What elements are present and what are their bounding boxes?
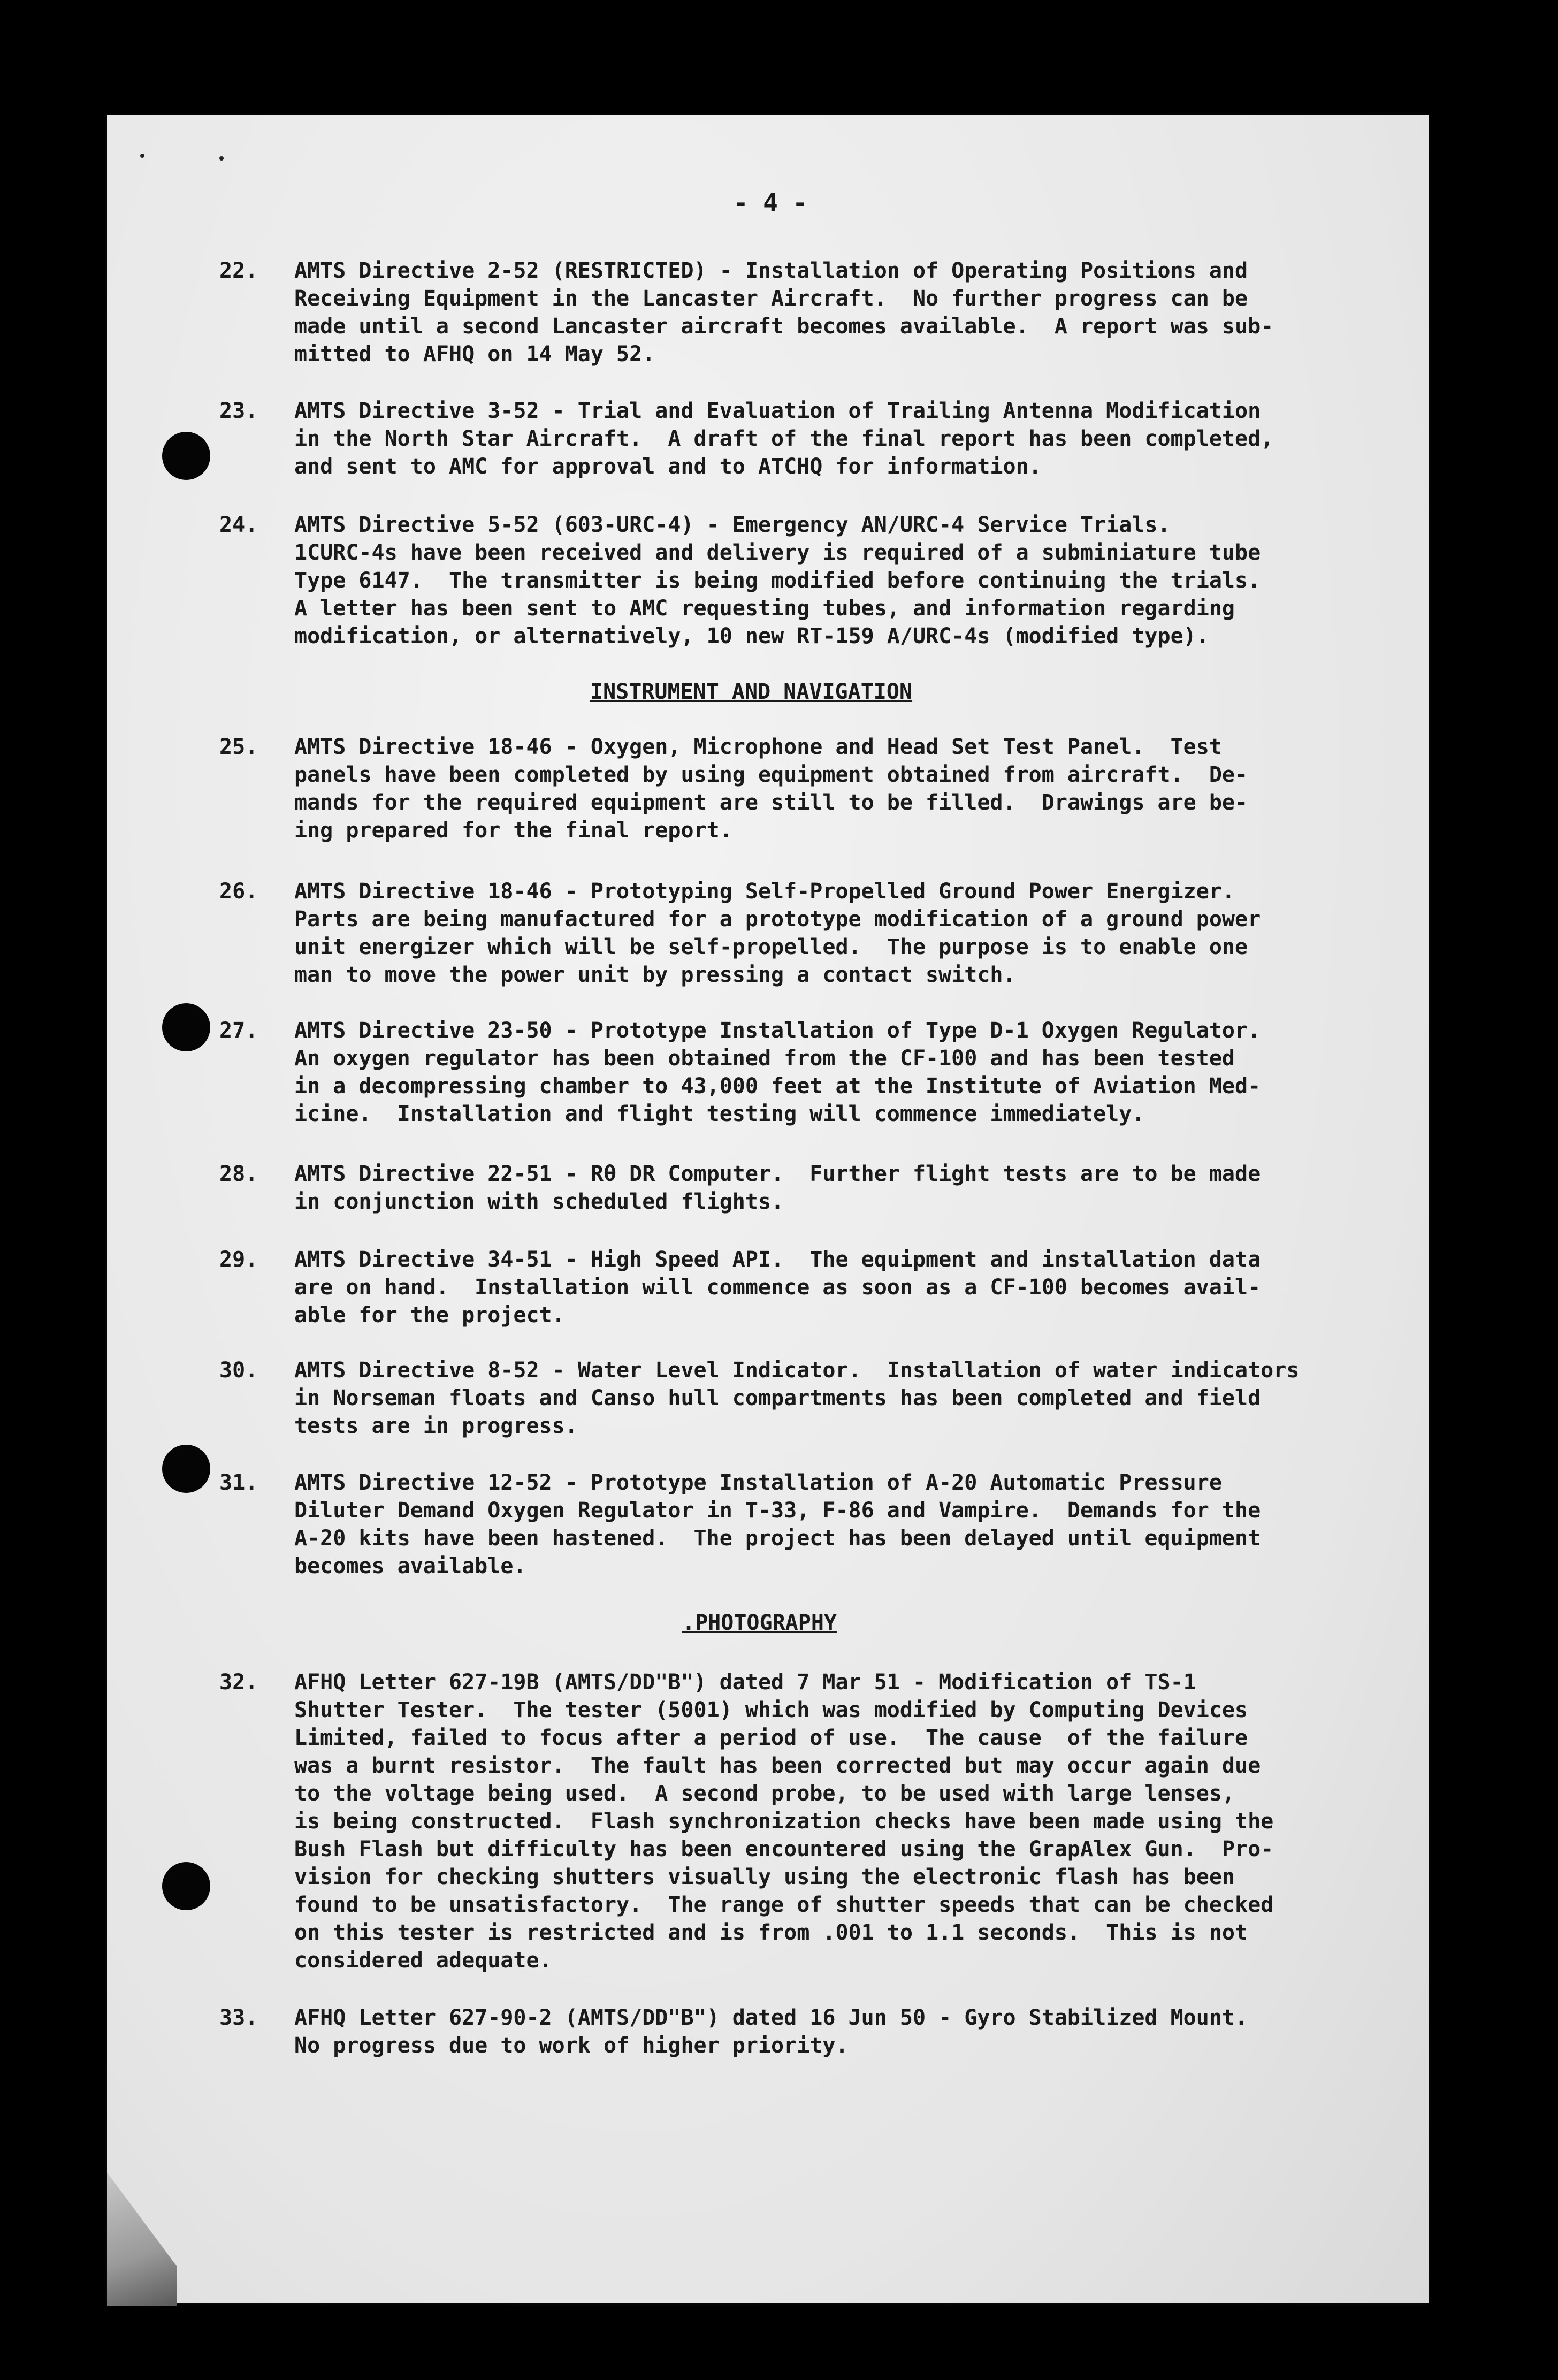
text-line: AMTS Directive 22-51 - Rθ DR Computer. Further flight tests are to be made bbox=[294, 1162, 1261, 1186]
item-number: 29. bbox=[219, 1247, 258, 1272]
text-line: A-20 kits have been hastened. The project has been delayed until equipment bbox=[294, 1526, 1261, 1551]
text-line: found to be unsatisfactory. The range of shutter speeds that can be checked bbox=[294, 1893, 1274, 1917]
text-line: vision for checking shutters visually using the electronic flash has been bbox=[294, 1865, 1235, 1889]
item-text bbox=[294, 1668, 1418, 1974]
text-line: to the voltage being used. A second probe, to be used with large lenses, bbox=[294, 1781, 1235, 1806]
text-line: mitted to AFHQ on 14 May 52. bbox=[294, 342, 655, 367]
text-line: Limited, failed to focus after a period of use. The cause of the failure bbox=[294, 1726, 1248, 1750]
item-text bbox=[294, 1017, 1418, 1128]
item-number: 26. bbox=[219, 879, 258, 904]
item-text bbox=[294, 1356, 1418, 1440]
text-line: and sent to AMC for approval and to ATCHQ for information. bbox=[294, 454, 1042, 479]
text-line: AMTS Directive 23-50 - Prototype Installation of Type D-1 Oxygen Regulator. bbox=[294, 1018, 1261, 1043]
item-text bbox=[294, 257, 1418, 368]
item-number: 27. bbox=[219, 1018, 258, 1043]
text-line: An oxygen regulator has been obtained from the CF-100 and has been tested bbox=[294, 1046, 1235, 1071]
item-number: 30. bbox=[219, 1358, 258, 1383]
text-line: is being constructed. Flash synchronization checks have been made using the bbox=[294, 1809, 1274, 1834]
text-line: AFHQ Letter 627-90-2 (AMTS/DD"B") dated 16 Jun 50 - Gyro Stabilized Mount. bbox=[294, 2005, 1248, 2030]
item-number: 25. bbox=[219, 735, 258, 759]
text-line: Parts are being manufactured for a prototype modification of a ground power bbox=[294, 907, 1261, 932]
text-line: A letter has been sent to AMC requesting tubes, and information regarding bbox=[294, 596, 1235, 621]
text-line: considered adequate. bbox=[294, 1948, 552, 1973]
item-number: 24. bbox=[219, 513, 258, 537]
item-text bbox=[294, 397, 1418, 480]
item-text bbox=[294, 878, 1418, 989]
text-line: panels have been completed by using equipment obtained from aircraft. De- bbox=[294, 762, 1248, 787]
text-line: Shutter Tester. The tester (5001) which was modified by Computing Devices bbox=[294, 1698, 1248, 1722]
text-line: AMTS Directive 5-52 (603-URC-4) - Emergency AN/URC-4 Service Trials. bbox=[294, 513, 1171, 537]
text-line: AMTS Directive 18-46 - Oxygen, Microphone and Head Set Test Panel. Test bbox=[294, 735, 1222, 759]
text-line: in a decompressing chamber to 43,000 feet at the Institute of Aviation Med- bbox=[294, 1074, 1261, 1099]
text-line: able for the project. bbox=[294, 1303, 565, 1328]
text-line: AMTS Directive 12-52 - Prototype Installation of A-20 Automatic Pressure bbox=[294, 1470, 1222, 1495]
text-line: on this tester is restricted and is from .001 to 1.1 seconds. This is not bbox=[294, 1920, 1248, 1945]
text-line: are on hand. Installation will commence as soon as a CF-100 becomes avail- bbox=[294, 1275, 1261, 1300]
item-text bbox=[294, 1160, 1418, 1216]
text-line: AMTS Directive 8-52 - Water Level Indicator. Installation of water indicators bbox=[294, 1358, 1300, 1383]
section-heading-photography: .PHOTOGRAPHY bbox=[682, 1611, 837, 1635]
text-line: becomes available. bbox=[294, 1554, 526, 1578]
item-text bbox=[294, 1246, 1418, 1329]
text-line: modification, or alternatively, 10 new RT-159 A/URC-4s (modified type). bbox=[294, 624, 1209, 649]
item-text bbox=[294, 1469, 1418, 1580]
text-line: AMTS Directive 3-52 - Trial and Evaluation of Trailing Antenna Modification bbox=[294, 399, 1261, 423]
text-line: tests are in progress. bbox=[294, 1414, 578, 1438]
text-line: AMTS Directive 34-51 - High Speed API. The equipment and installation data bbox=[294, 1247, 1261, 1272]
text-line: Diluter Demand Oxygen Regulator in T-33, F-86 and Vampire. Demands for the bbox=[294, 1498, 1261, 1523]
text-line: AMTS Directive 18-46 - Prototyping Self-Propelled Ground Power Energizer. bbox=[294, 879, 1235, 904]
text-line: AFHQ Letter 627-19B (AMTS/DD"B") dated 7 Mar 51 - Modification of TS-1 bbox=[294, 1670, 1196, 1695]
text-line: made until a second Lancaster aircraft becomes available. A report was sub- bbox=[294, 314, 1274, 339]
item-text bbox=[294, 733, 1418, 844]
text-line: icine. Installation and flight testing will commence immediately. bbox=[294, 1102, 1145, 1126]
text-line: AMTS Directive 2-52 (RESTRICTED) - Installation of Operating Positions and bbox=[294, 258, 1248, 283]
text-line: Bush Flash but difficulty has been encountered using the GrapAlex Gun. Pro- bbox=[294, 1837, 1274, 1862]
section-heading-instrument-navigation: INSTRUMENT AND NAVIGATION bbox=[590, 680, 913, 704]
text-line: Receiving Equipment in the Lancaster Aircraft. No further progress can be bbox=[294, 286, 1248, 311]
text-line: ing prepared for the final report. bbox=[294, 818, 732, 843]
item-number: 22. bbox=[219, 258, 258, 283]
text-line: mands for the required equipment are still to be filled. Drawings are be- bbox=[294, 790, 1248, 815]
item-number: 28. bbox=[219, 1162, 258, 1186]
text-line: Type 6147. The transmitter is being modified before continuing the trials. bbox=[294, 568, 1261, 593]
text-line: 1CURC-4s have been received and delivery is required of a subminiature tube bbox=[294, 540, 1261, 565]
text-line: in Norseman floats and Canso hull compartments has been completed and field bbox=[294, 1386, 1261, 1410]
item-number: 33. bbox=[219, 2005, 258, 2030]
text-line: No progress due to work of higher priority. bbox=[294, 2033, 849, 2058]
item-number: 23. bbox=[219, 399, 258, 423]
text-line: man to move the power unit by pressing a contact switch. bbox=[294, 963, 1016, 987]
text-line: unit energizer which will be self-propelled. The purpose is to enable one bbox=[294, 935, 1248, 959]
text-line: in the North Star Aircraft. A draft of the final report has been completed, bbox=[294, 426, 1274, 451]
item-number: 32. bbox=[219, 1670, 258, 1695]
item-number: 31. bbox=[219, 1470, 258, 1495]
text-line: was a burnt resistor. The fault has been corrected but may occur again due bbox=[294, 1753, 1261, 1778]
item-text bbox=[294, 2004, 1418, 2059]
item-text bbox=[294, 511, 1418, 650]
page-number: - 4 - bbox=[733, 188, 808, 217]
text-line: in conjunction with scheduled flights. bbox=[294, 1189, 784, 1214]
